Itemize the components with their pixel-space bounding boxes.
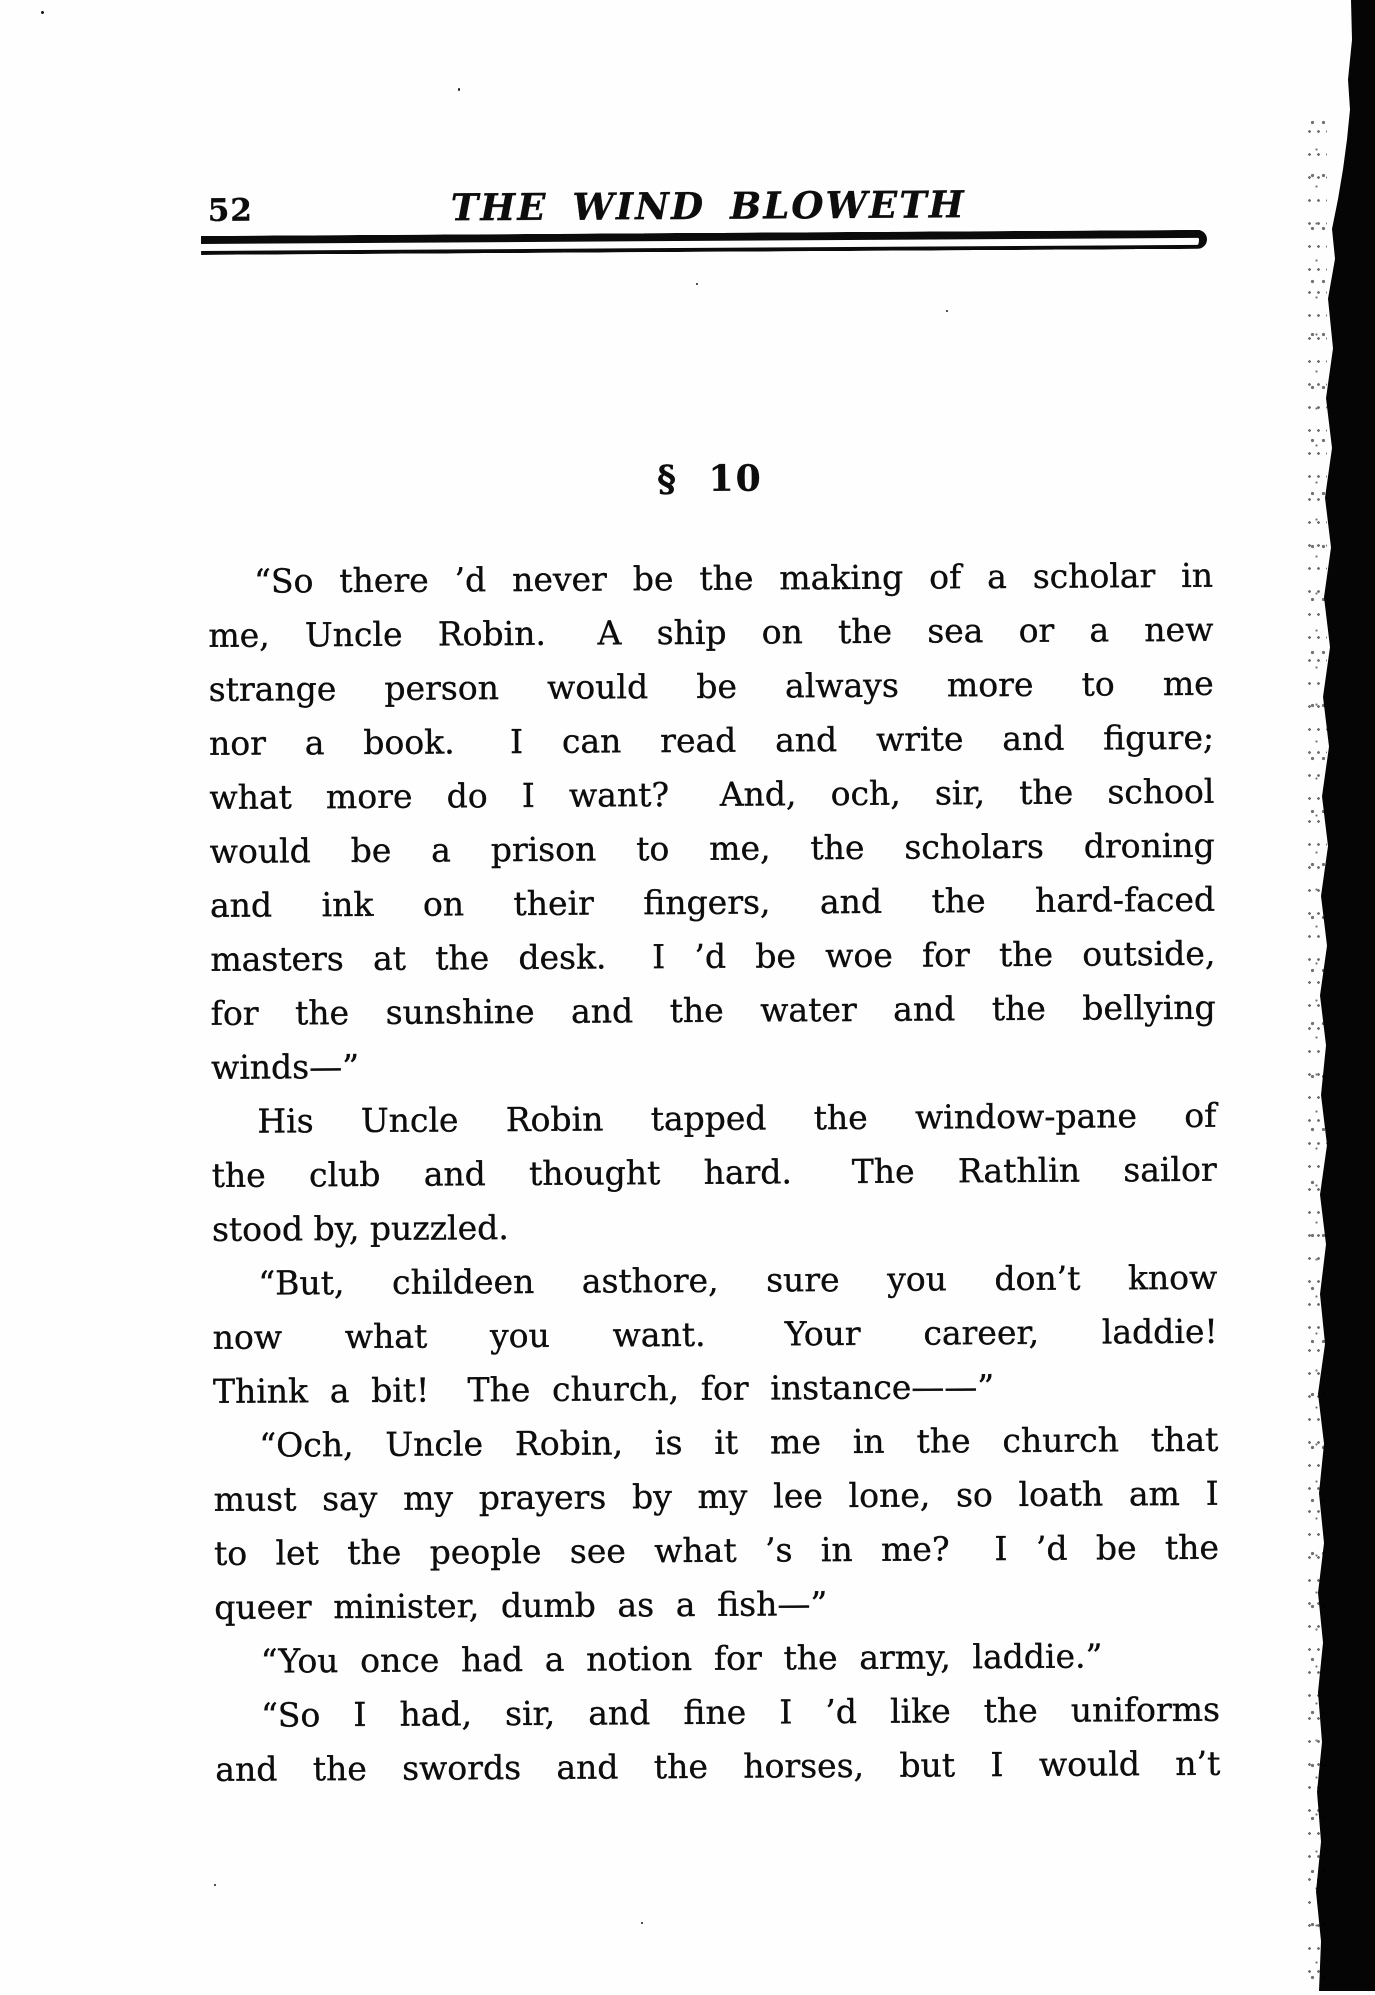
ink-speck bbox=[214, 1884, 216, 1886]
ink-speck bbox=[946, 310, 948, 312]
ink-speck bbox=[696, 283, 698, 285]
text-line: Think a bit! The church, for instance——” bbox=[212, 1367, 995, 1411]
paragraph bbox=[213, 1413, 1219, 1635]
text-line: what more do I want? And, och, sir, the school bbox=[209, 771, 1215, 817]
text-line: to let the people see what ’s in me? I ’d be the bbox=[213, 1527, 1220, 1573]
paragraph bbox=[211, 1089, 1217, 1257]
ink-speck bbox=[458, 88, 460, 91]
running-header-row bbox=[206, 181, 1211, 231]
text-line: “You once had a notion for the army, laddie.” bbox=[260, 1636, 1103, 1681]
scan-edge-noise bbox=[1305, 120, 1327, 1980]
running-header-title: THE WIND BLOWETH bbox=[450, 182, 966, 230]
text-line: me, Uncle Robin. A ship on the sea or a new bbox=[208, 609, 1214, 655]
ink-speck bbox=[41, 11, 44, 14]
text-line: must say my prayers by my lee lone, so loath am I bbox=[213, 1473, 1219, 1519]
page-number: 52 bbox=[207, 192, 254, 229]
text-line: “So I had, sir, and fine I ’d like the uniforms bbox=[260, 1689, 1221, 1735]
paragraph bbox=[215, 1683, 1221, 1797]
section-heading: § 10 bbox=[657, 457, 763, 501]
body-text bbox=[208, 549, 1221, 1797]
paragraph bbox=[212, 1251, 1218, 1419]
ink-speck bbox=[641, 1922, 643, 1924]
text-line: stood by, puzzled. bbox=[211, 1208, 509, 1249]
text-line: for the sunshine and the water and the bellying bbox=[210, 987, 1216, 1033]
paragraph bbox=[215, 1629, 1220, 1689]
text-line: masters at the desk. I ’d be woe for the outside, bbox=[210, 933, 1216, 979]
text-line: queer minister, dumb as a fish—” bbox=[214, 1584, 828, 1627]
text-line: and ink on their fingers, and the hard-faced bbox=[209, 879, 1216, 925]
text-line: and the swords and the horses, but I would n’t bbox=[215, 1743, 1221, 1789]
text-line: strange person would be always more to me bbox=[208, 663, 1214, 709]
text-line: “But, childeen asthore, sure you don’t know bbox=[258, 1257, 1218, 1303]
text-line: “Och, Uncle Robin, is it me in the church that bbox=[259, 1419, 1219, 1465]
paragraph bbox=[208, 549, 1216, 1095]
text-line: would be a prison to me, the scholars droning bbox=[209, 825, 1215, 871]
text-line: His Uncle Robin tapped the window-pane of bbox=[257, 1095, 1217, 1141]
text-line: nor a book. I can read and write and figure; bbox=[208, 717, 1215, 763]
text-line: the club and thought hard. The Rathlin sailor bbox=[211, 1149, 1217, 1195]
text-line: now what you want. Your career, laddie! bbox=[212, 1311, 1218, 1357]
text-line: “So there ’d never be the making of a scholar in bbox=[253, 555, 1214, 601]
text-line: winds—” bbox=[210, 1047, 360, 1087]
header-double-rule bbox=[201, 230, 1207, 255]
